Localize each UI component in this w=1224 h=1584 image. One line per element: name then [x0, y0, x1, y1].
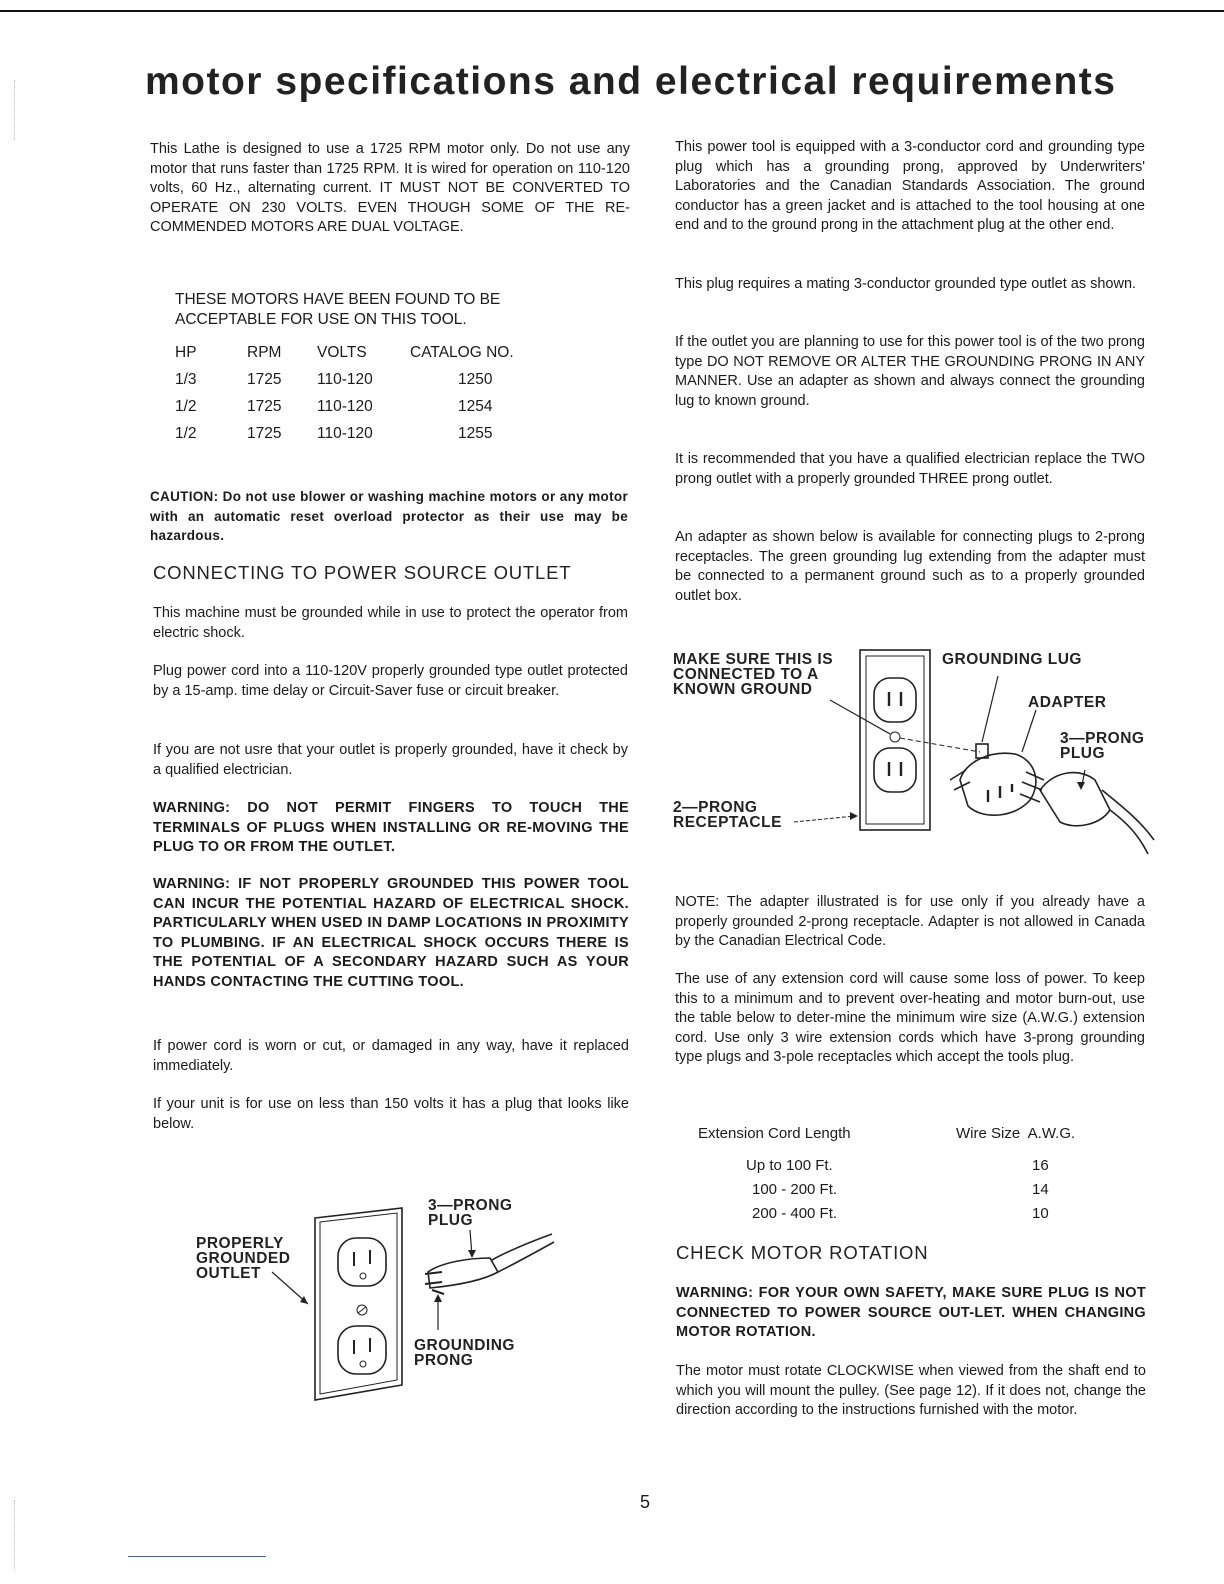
- cell-hp: 1/3: [175, 371, 197, 388]
- extension-table-header: [698, 1125, 1128, 1155]
- warning-fingers: WARNING: DO NOT PERMIT FINGERS TO TOUCH THE TERMINALS OF PLUGS WHEN INSTALLING OR RE-MOVING THE PLUG TO OR FROM THE OUTLET.: [153, 800, 629, 855]
- motors-section: [175, 290, 595, 452]
- cell-length: 200 - 400 Ft.: [752, 1205, 838, 1222]
- motor-table: [175, 344, 514, 452]
- bottom-link-underline[interactable]: [128, 1556, 266, 1557]
- worn-cord-paragraph: If power cord is worn or cut, or damaged in any way, have it replaced immediately.: [153, 1038, 629, 1074]
- cell-hp: 1/2: [175, 398, 197, 415]
- cell-hp: 1/2: [175, 425, 197, 442]
- cell-length: Up to 100 Ft.: [746, 1157, 833, 1174]
- make-sure-label: MAKE SURE THIS IS CONNECTED TO A KNOWN GROUND: [673, 651, 834, 698]
- three-prong-plug-label: 3—PRONG PLUG: [1060, 730, 1145, 762]
- top-rule: [0, 10, 1224, 12]
- cell-volts: 110-120: [317, 371, 373, 388]
- grounding-lug-label: GROUNDING LUG: [942, 651, 1082, 668]
- unsure-paragraph: If you are not usre that your outlet is properly grounded, have it check by a qualified electrician.: [153, 742, 628, 778]
- cell-rpm: 1725: [247, 425, 282, 442]
- left-column: [150, 140, 630, 238]
- cell-rpm: 1725: [247, 398, 282, 415]
- adapter-paragraph: An adapter as shown below is available for connecting plugs to 2-prong receptacles. The green grounding lug extending from the adapter must be connected to a permanent ground such as to a properly grounded outlet box.: [675, 529, 1145, 604]
- outlet-label: PROPERLY GROUNDED OUTLET: [196, 1235, 291, 1282]
- extension-paragraph: The use of any extension cord will cause some loss of power. To keep this to a minimum and to prevent over-heating and motor burn-out, use the table below to deter-mine the minimum wire size (A.W.G.) extension cord. Use only 3 wire extension cords which have 3-prong grounding type plugs and 3-pole receptacles which accept the tools plug.: [675, 971, 1145, 1065]
- table-row: [175, 398, 514, 425]
- rotation-warning: WARNING: FOR YOUR OWN SAFETY, MAKE SURE PLUG IS NOT CONNECTED TO POWER SOURCE OUT-LET. WHEN CHANGING MOTOR ROTATION.: [676, 1285, 1146, 1340]
- mating-paragraph: This plug requires a mating 3-conductor grounded type outlet as shown.: [675, 276, 1137, 292]
- cell-catalog: 1254: [458, 398, 493, 415]
- adapter-label: ADAPTER: [1028, 694, 1107, 711]
- cell-volts: 110-120: [317, 398, 373, 415]
- rotation-heading: CHECK MOTOR ROTATION: [676, 1242, 929, 1263]
- page-title: motor specifications and electrical requirements: [145, 60, 1117, 103]
- header-wire-size: Wire Size A.W.G.: [956, 1125, 1076, 1142]
- three-prong-plug-label: 3—PRONG PLUG: [428, 1197, 513, 1229]
- cell-wire-size: 10: [1032, 1205, 1049, 1222]
- table-row: [698, 1155, 1128, 1179]
- plug-paragraph: Plug power cord into a 110-120V properly grounded type outlet protected by a 15-amp. time delay or Circuit-Saver fuse or circuit breaker.: [153, 663, 628, 699]
- cord-paragraph: This power tool is equipped with a 3-conductor cord and grounding type plug which has a grounding prong, approved by Underwriters' Laboratories and the Canadian Standards Association. The ground conductor has a green jacket and is attached to the tool housing at one end and to the ground prong in the attachment plug at the other end.: [675, 139, 1145, 233]
- rotation-paragraph: The motor must rotate CLOCKWISE when viewed from the shaft end to which you will mount the pulley. (See page 12). If it does not, change the direction according to the instructions furnished with the motor.: [676, 1363, 1146, 1418]
- header-length: Extension Cord Length: [698, 1125, 851, 1142]
- cell-wire-size: 14: [1032, 1181, 1049, 1198]
- table-row: [698, 1179, 1128, 1203]
- motors-heading: THESE MOTORS HAVE BEEN FOUND TO BE ACCEPTABLE FOR USE ON THIS TOOL.: [175, 291, 501, 328]
- connecting-heading: CONNECTING TO POWER SOURCE OUTLET: [153, 562, 572, 583]
- grounded-outlet-diagram: [180, 1190, 580, 1410]
- two-prong-paragraph: If the outlet you are planning to use for this power tool is of the two prong type DO NOT REMOVE OR ALTER THE GROUNDING PRONG IN ANY MANNER. Use an adapter as shown and always connect the grounding lug to known ground.: [675, 334, 1145, 409]
- grounding-prong-label: GROUNDING PRONG: [414, 1337, 515, 1369]
- recommend-paragraph: It is recommended that you have a qualified electrician replace the TWO prong outlet with a properly grounded THREE prong outlet.: [675, 451, 1145, 487]
- header-volts: VOLTS: [317, 344, 367, 361]
- extension-table: [698, 1125, 1128, 1227]
- intro-paragraph: This Lathe is designed to use a 1725 RPM motor only. Do not use any motor that runs faster than 1725 RPM. It is wired for operation on 110-120 volts, 60 Hz., alternating current. IT MUST NOT BE CONVERTED TO OPERATE ON 230 VOLTS. EVEN THOUGH SOME OF THE RE-COMMENDED MOTORS ARE DUAL VOLTAGE.: [150, 141, 630, 235]
- header-hp: HP: [175, 344, 197, 361]
- caution-paragraph: CAUTION: Do not use blower or washing machine motors or any motor with an automatic reset overload protector as their use may be hazardous.: [150, 489, 628, 543]
- motor-table-header: [175, 344, 514, 371]
- cell-catalog: 1255: [458, 425, 493, 442]
- adapter-diagram: [670, 640, 1160, 865]
- cell-wire-size: 16: [1032, 1157, 1049, 1174]
- table-row: [698, 1203, 1128, 1227]
- two-prong-receptacle-label: 2—PRONG RECEPTACLE: [673, 799, 782, 831]
- cell-volts: 110-120: [317, 425, 373, 442]
- warning-grounding: WARNING: IF NOT PROPERLY GROUNDED THIS POWER TOOL CAN INCUR THE POTENTIAL HAZARD OF ELECTRICAL SHOCK. PARTICULARLY WHEN USED IN DAMP LOCATIONS IN PROXIMITY TO PLUMBING. IF AN ELECTRICAL SHOCK OCCURS THERE IS THE POTENTIAL OF A SECONDARY HAZARD SUCH AS YOUR HANDS CONTACTING THE CUTTING TOOL.: [153, 876, 629, 990]
- table-row: [175, 371, 514, 398]
- note-paragraph: NOTE: The adapter illustrated is for use only if you already have a properly grounded 2-prong receptacle. Adapter is not allowed in Canada by the Canadian Electrical Code.: [675, 894, 1145, 949]
- scan-margin-marks-bottom: [14, 1500, 16, 1570]
- cell-catalog: 1250: [458, 371, 493, 388]
- header-rpm: RPM: [247, 344, 282, 361]
- cell-rpm: 1725: [247, 371, 282, 388]
- under-150-paragraph: If your unit is for use on less than 150 volts it has a plug that looks like below.: [153, 1096, 629, 1132]
- header-catalog: CATALOG NO.: [410, 344, 514, 361]
- grounded-outlet-illustration: [180, 1190, 580, 1410]
- cell-length: 100 - 200 Ft.: [752, 1181, 838, 1198]
- table-row: [175, 425, 514, 452]
- scan-margin-marks: [14, 80, 16, 140]
- page-number: 5: [640, 1492, 651, 1512]
- grounded-paragraph: This machine must be grounded while in use to protect the operator from electric shock.: [153, 605, 628, 641]
